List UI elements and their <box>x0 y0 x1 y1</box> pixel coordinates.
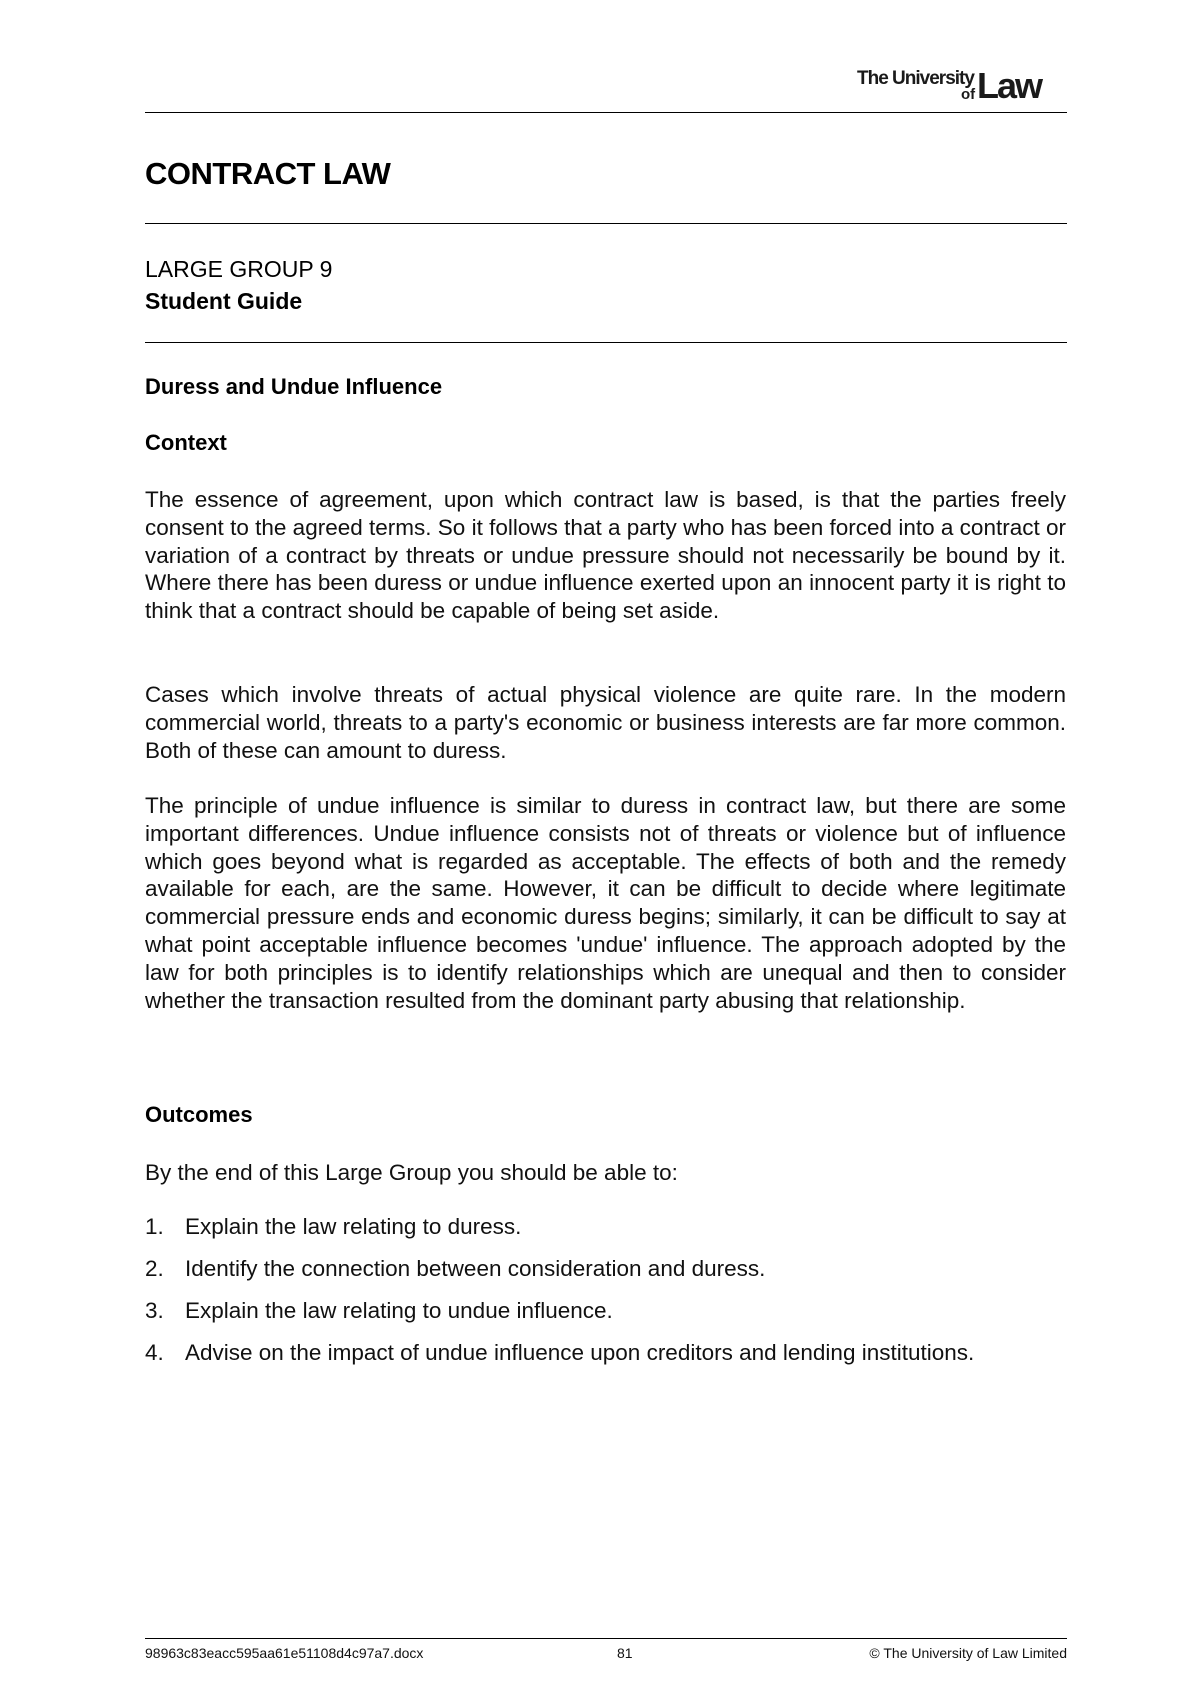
list-item <box>145 1338 1085 1380</box>
list-item-number: 1. <box>145 1214 164 1239</box>
context-paragraph-1: The essence of agreement, upon which contract law is based, is that the parties freely consent to the agreed terms. So it follows that a party who has been forced into a contract or variation of a contract by threats or undue pressure should not necessarily be bound by it. Where there has been duress or undue influence exerted upon an innocent party it is right to think that a contract should be capable of being set aside. <box>145 487 1066 624</box>
outcomes-intro: By the end of this Large Group you should be able to: <box>145 1160 678 1185</box>
logo-of-text: of <box>961 86 976 103</box>
guide-label: Student Guide <box>145 288 303 314</box>
footer-rule <box>145 1638 1067 1639</box>
university-logo <box>857 64 1067 106</box>
footer-filename: 98963c83eacc595aa61e51108d4c97a7.docx <box>145 1645 424 1661</box>
footer-page-number: 81 <box>617 1645 633 1661</box>
group-rule <box>145 342 1067 343</box>
logo-small-text: The University <box>857 68 974 89</box>
list-item-text: Identify the connection between consideration and duress. <box>185 1256 766 1281</box>
group-block <box>145 253 332 317</box>
header-rule <box>145 112 1067 113</box>
list-item <box>145 1296 1085 1338</box>
list-item <box>145 1212 1085 1254</box>
list-item-text: Advise on the impact of undue influence upon creditors and lending institutions. <box>185 1340 975 1365</box>
outcomes-list <box>145 1212 1085 1380</box>
list-item-text: Explain the law relating to undue influence. <box>185 1298 613 1323</box>
list-item-text: Explain the law relating to duress. <box>185 1214 522 1239</box>
context-heading: Context <box>145 430 227 455</box>
outcomes-heading: Outcomes <box>145 1102 253 1127</box>
list-item-number: 3. <box>145 1298 164 1323</box>
group-label: LARGE GROUP 9 <box>145 256 333 282</box>
list-item-number: 4. <box>145 1340 164 1365</box>
document-title: CONTRACT LAW <box>145 156 391 191</box>
context-paragraph-2: Cases which involve threats of actual physical violence are quite rare. In the modern commercial world, threats to a party's economic or business interests are far more common. Both of these can amount to duress. <box>145 682 1066 763</box>
logo-big-text: Law <box>977 65 1042 106</box>
list-item-number: 2. <box>145 1256 164 1281</box>
title-rule <box>145 223 1067 224</box>
footer-copyright: © The University of Law Limited <box>869 1645 1067 1661</box>
list-item <box>145 1254 1085 1296</box>
topic-heading: Duress and Undue Influence <box>145 374 443 399</box>
context-paragraph-3: The principle of undue influence is similar to duress in contract law, but there are some important differences. Undue influence consists not of threats or violence but of influence which goes beyond what is regarded as acceptable. The effects of both and the remedy available for each, are the same. However, it can be difficult to decide where legitimate commercial pressure ends and economic duress begins; similarly, it can be difficult to say at what point acceptable influence becomes 'undue' influence. The approach adopted by the law for both principles is to identify relationships which are unequal and then to consider whether the transaction resulted from the dominant party abusing that relationship. <box>145 793 1066 1013</box>
